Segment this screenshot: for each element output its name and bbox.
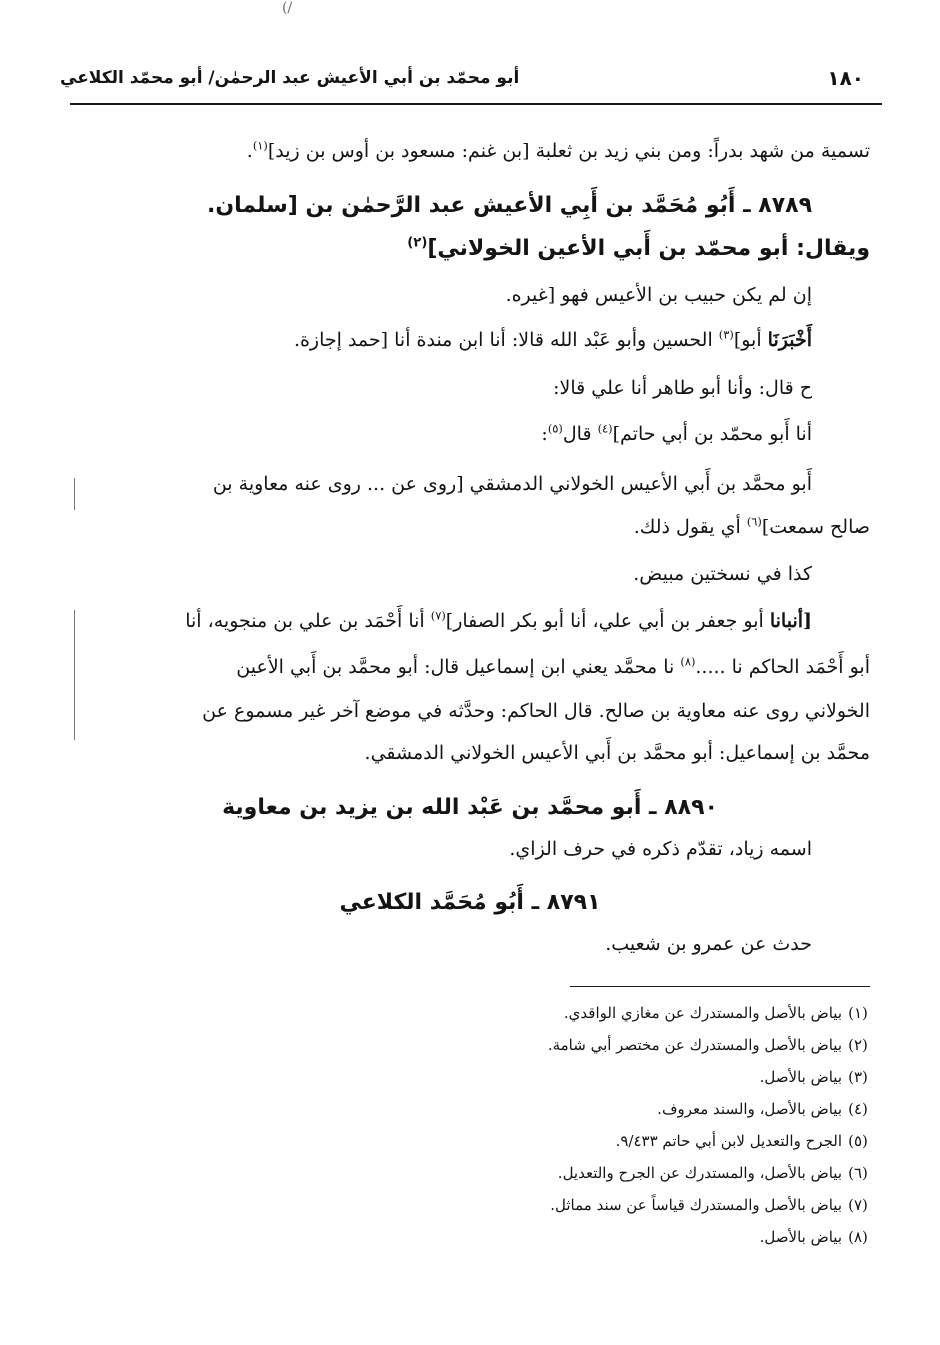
- footnote-ref: (٨): [680, 654, 696, 669]
- footnote-ref: (٢): [407, 235, 428, 251]
- footnote-ref: (٤): [597, 421, 613, 436]
- footnote-number: (٣): [848, 1068, 868, 1086]
- footnote-text: بياض بالأصل، والسند معروف.: [657, 1100, 842, 1118]
- body-line: [294, 329, 812, 352]
- footnote-ref: (٦): [746, 514, 762, 529]
- footnote-text: بياض بالأصل.: [759, 1068, 842, 1086]
- entry-heading: ٨٨٩٠ ـ أَبو محمَّد بن عَبْد الله بن يزيد بن معاوية: [222, 795, 718, 820]
- body-line: [247, 140, 870, 163]
- entry-heading: ٨٧٩١ ـ أَبُو مُحَمَّد الكلاعي: [339, 890, 601, 915]
- footnote-text: بياض بالأصل والمستدرك قياساً عن سند مماثل.: [550, 1196, 842, 1214]
- scan-mark: (/: [282, 0, 293, 16]
- footnote-rule: [570, 986, 870, 987]
- body-text: تسمية من شهد بدراً: ومن بني زيد بن ثعلبة [بن غنم: مسعود بن أوس بن زيد]: [267, 140, 870, 162]
- body-text: أبو جعفر بن أبي علي، أنا أبو بكر الصفار]: [445, 610, 764, 632]
- page-header: [60, 62, 880, 102]
- body-text: أي يقول ذلك.: [633, 516, 741, 538]
- body-line: [185, 610, 812, 633]
- footnote-number: (٦): [848, 1164, 868, 1182]
- body-text: .: [246, 140, 253, 162]
- body-text: قال: [562, 423, 592, 445]
- page-number: ١٨٠: [827, 66, 864, 90]
- body-text: نا محمَّد يعني ابن إسماعيل قال: أبو محمَّد بن أَبي الأعين: [236, 656, 675, 678]
- body-line: محمَّد بن إسماعيل: أبو محمَّد بن أَبي الأعيس الخولاني الدمشقي.: [364, 742, 870, 764]
- body-line: إن لم يكن حبيب بن الأعيس فهو [غيره.: [505, 284, 812, 306]
- body-line: [634, 516, 870, 539]
- body-line: اسمه زياد، تقدّم ذكره في حرف الزاي.: [509, 838, 812, 860]
- narration-lead: [أنبانا: [769, 610, 812, 632]
- body-text: أنا أَبو محمّد بن أبي حاتم]: [612, 423, 812, 445]
- footnote-text: بياض بالأصل.: [759, 1228, 842, 1246]
- narration-lead: أَخْبَرَنَا: [767, 329, 812, 351]
- body-text: :: [541, 423, 548, 445]
- footnote: [558, 1164, 874, 1182]
- header-rule: [70, 103, 882, 105]
- subheading-text: ويقال: أبو محمّد بن أَبي الأعين الخولاني]: [427, 236, 870, 261]
- footnote-text: الجرح والتعديل لابن أبي حاتم ٩/٤٣٣.: [615, 1132, 842, 1150]
- footnote-number: (٢): [848, 1036, 868, 1054]
- body-line: أَبو محمَّد بن أَبي الأعيس الخولاني الدمشقي [روى عن ... روى عنه معاوية بن: [212, 473, 812, 495]
- footnote-text: بياض بالأصل والمستدرك عن مغازي الواقدي.: [563, 1004, 842, 1022]
- body-text: أنا أَحْمَد بن علي بن منجويه، أنا: [185, 610, 425, 632]
- running-title: أبو محمّد بن أبي الأعيش عبد الرحمٰن/ أبو محمّد الكلاعي: [60, 68, 520, 88]
- footnote: [616, 1132, 874, 1150]
- footnote-number: (١): [848, 1004, 868, 1022]
- footnote: [760, 1068, 874, 1086]
- body-text: الحسين وأبو عَبْد الله قالا: أنا ابن مندة أنا [حمد إجازة.: [293, 329, 713, 351]
- body-line: ح قال: وأنا أبو طاهر أنا علي قالا:: [553, 377, 812, 399]
- footnote: [550, 1196, 874, 1214]
- margin-mark: [74, 610, 75, 740]
- footnote: [564, 1004, 874, 1022]
- entry-heading: ٨٧٨٩ ـ أَبُو مُحَمَّد بن أَبِي الأعيش عبد الرَّحمٰن بن [سلمان.: [207, 193, 812, 218]
- body-text: أبو أَحْمَد الحاكم نا .....: [695, 656, 870, 678]
- footnote-number: (٥): [848, 1132, 868, 1150]
- footnote-number: (٤): [848, 1100, 868, 1118]
- footnote: [548, 1036, 874, 1054]
- body-line: الخولاني روى عنه معاوية بن صالح. قال الحاكم: وحدَّثه في موضع آخر غير مسموع عن: [202, 700, 870, 722]
- entry-subheading: [407, 236, 870, 262]
- footnote: [657, 1100, 874, 1118]
- footnote-ref: (٧): [430, 608, 446, 623]
- footnote-text: بياض بالأصل والمستدرك عن مختصر أبي شامة.: [547, 1036, 842, 1054]
- margin-mark: [74, 478, 75, 510]
- body-line: حدث عن عمرو بن شعيب.: [605, 933, 812, 955]
- footnote: [760, 1228, 874, 1246]
- body-line: كذا في نسختين مبيض.: [633, 563, 812, 585]
- footnote-ref: (١): [252, 138, 268, 153]
- footnote-number: (٨): [848, 1228, 868, 1246]
- footnote-number: (٧): [848, 1196, 868, 1214]
- body-line: [236, 656, 870, 679]
- body-line: [541, 423, 812, 446]
- footnote-text: بياض بالأصل، والمستدرك عن الجرح والتعديل.: [557, 1164, 842, 1182]
- footnote-ref: (٣): [718, 327, 734, 342]
- body-text: صالح سمعت]: [761, 516, 870, 538]
- body-text: أبو]: [733, 329, 762, 351]
- footnote-ref: (٥): [547, 421, 563, 436]
